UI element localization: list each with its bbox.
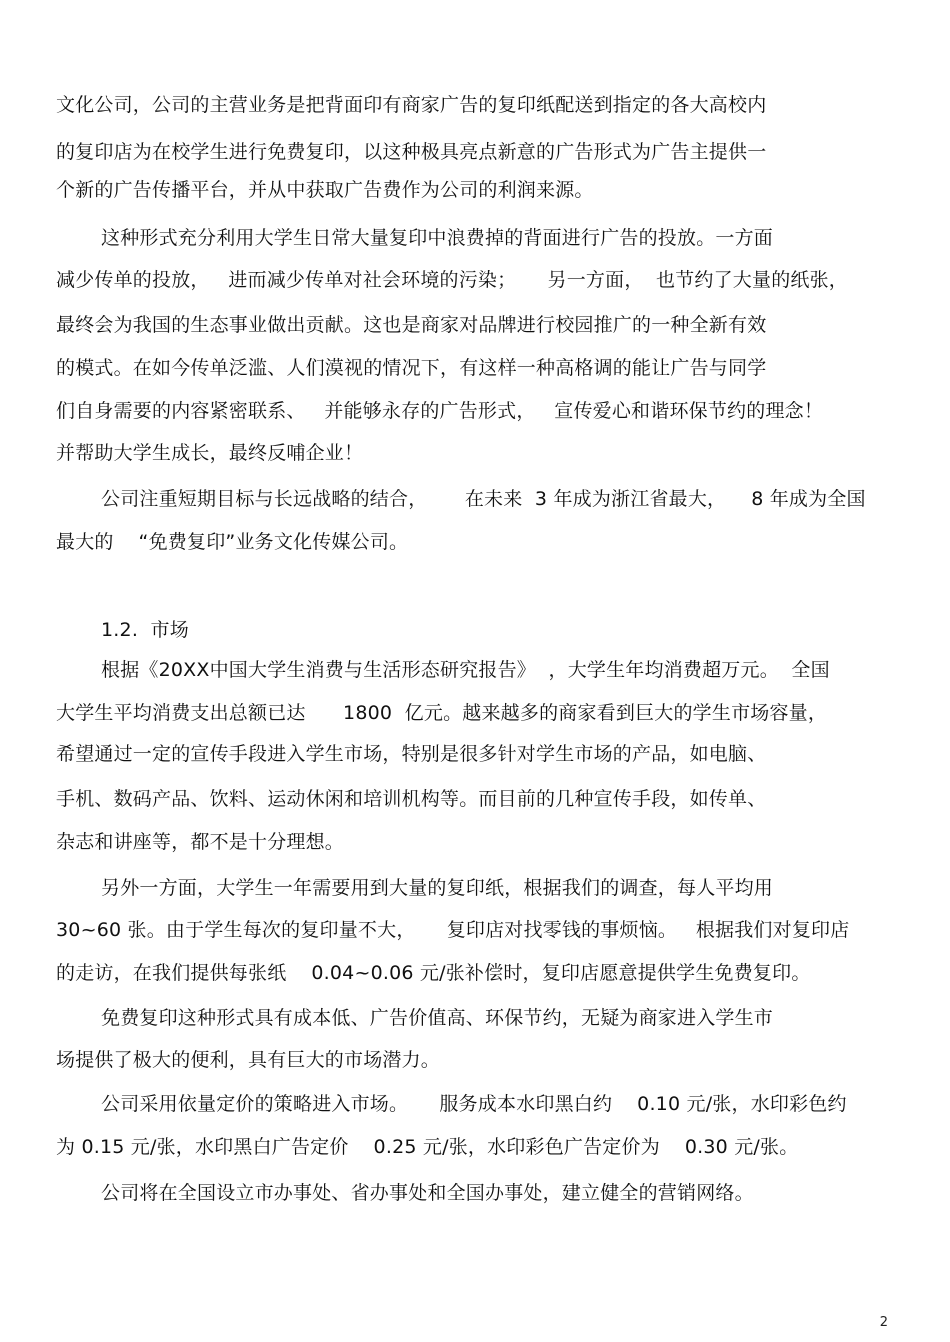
section-heading: 1.2. 市场	[101, 619, 189, 641]
text-line: 30~60 张。由于学生每次的复印量不大， 复印店对找零钱的事烦恼。 根据我们对复印店	[56, 919, 850, 941]
text-line: 根据《20XX中国大学生消费与生活形态研究报告》 ，大学生年均消费超万元。 全国	[101, 659, 830, 681]
text-line: 文化公司，公司的主营业务是把背面印有商家广告的复印纸配送到指定的各大高校内	[56, 94, 767, 116]
text-line: 并帮助大学生成长，最终反哺企业！	[56, 442, 364, 464]
text-line: 手机、数码产品、饮料、运动休闲和培训机构等。而目前的几种宣传手段，如传单、	[56, 788, 767, 810]
text-line: 公司注重短期目标与长远战略的结合， 在未来 3 年成为浙江省最大， 8 年成为全国	[101, 488, 866, 510]
text-line: 的模式。在如今传单泛滥、人们漠视的情况下，有这样一种高格调的能让广告与同学	[56, 357, 767, 379]
text-line: 减少传单的投放， 进而减少传单对社会环境的污染； 另一方面， 也节约了大量的纸张，	[56, 269, 848, 291]
text-line: 最大的 “免费复印”业务文化传媒公司。	[56, 531, 409, 553]
text-line: 大学生平均消费支出总额已达 1800 亿元。越来越多的商家看到巨大的学生市场容量，	[56, 702, 828, 724]
text-line: 为 0.15 元/张，水印黑白广告定价 0.25 元/张，水印彩色广告定价为 0.30 元/张。	[56, 1136, 799, 1158]
text-line: 公司采用依量定价的策略进入市场。 服务成本水印黑白约 0.10 元/张，水印彩色约	[101, 1093, 847, 1115]
text-line: 最终会为我国的生态事业做出贡献。这也是商家对品牌进行校园推广的一种全新有效	[56, 314, 767, 336]
text-line: 们自身需要的内容紧密联系、 并能够永存的广告形式， 宣传爱心和谐环保节约的理念！	[56, 400, 824, 422]
page-number: 2	[879, 1315, 888, 1330]
text-line: 场提供了极大的便利，具有巨大的市场潜力。	[56, 1049, 441, 1071]
text-line: 另外一方面，大学生一年需要用到大量的复印纸，根据我们的调查，每人平均用	[101, 877, 774, 899]
text-line: 公司将在全国设立市办事处、省办事处和全国办事处，建立健全的营销网络。	[101, 1182, 754, 1204]
text-line: 杂志和讲座等，都不是十分理想。	[56, 831, 345, 853]
text-line: 的走访，在我们提供每张纸 0.04~0.06 元/张补偿时，复印店愿意提供学生免费复印。	[56, 962, 811, 984]
text-line: 免费复印这种形式具有成本低、广告价值高、环保节约，无疑为商家进入学生市	[101, 1007, 774, 1029]
text-line: 的复印店为在校学生进行免费复印，以这种极具亮点新意的广告形式为广告主提供一	[56, 141, 767, 163]
text-line: 个新的广告传播平台，并从中获取广告费作为公司的利润来源。	[56, 179, 594, 201]
text-line: 希望通过一定的宣传手段进入学生市场，特别是很多针对学生市场的产品，如电脑、	[56, 743, 767, 765]
text-line: 这种形式充分利用大学生日常大量复印中浪费掉的背面进行广告的投放。一方面	[101, 227, 774, 249]
